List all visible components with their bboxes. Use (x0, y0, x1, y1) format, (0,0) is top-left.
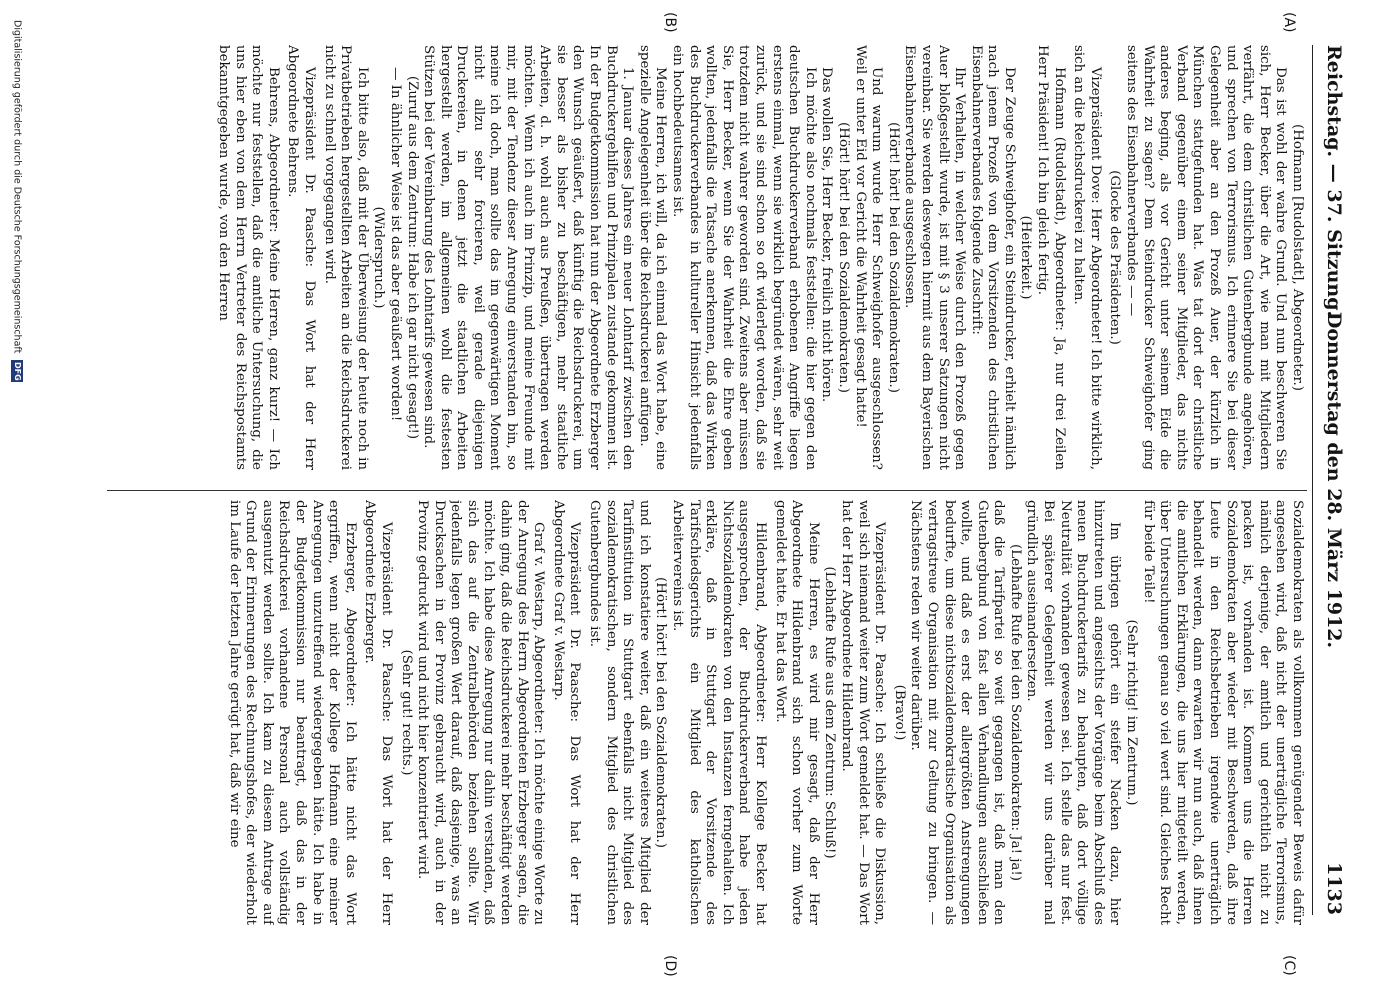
paragraph: Der Zeuge Schweighofer, ein Steindrucker, erhielt nämlich nach jenem Prozeß von dem Vorsitzenden des christlichen Eisenbahnerverbandes folgende Zuschrift: (968, 45, 1017, 470)
right-column (105, 500, 1305, 925)
dfg-logo: DFG (13, 362, 22, 381)
digitization-credit (11, 20, 23, 980)
paragraph: — In ähnlicher Weise ist das aber geäußert worden! (387, 67, 403, 422)
paragraph: Hofmann (Rudolstadt), Abgeordneter: Ja, nur drei Zeilen Herr Präsident! Ich bin gleich fertig. (1035, 45, 1067, 470)
paragraph: Und warum wurde Herr Schweighofer ausgeschlossen? Weil er unter Eid vor Gericht die Wahrheit gesagt hatte! (852, 45, 885, 470)
paragraph: Behrens, Abgeordneter: Meine Herren, ganz kurz! — Ich möchte nur feststellen, daß die amtliche Untersuchung, die uns hier eben von dem Herrn Vertreter des Reichspostamts bekanntgegeben wurde, von den Herren (216, 45, 281, 470)
paragraph: (Lebhafte Rufe aus dem Zentrum: Schluß!) (822, 566, 838, 859)
paragraph: (Hört! hört! bei den Sozialdemokraten.) (653, 577, 669, 848)
paragraph: (Heiterkeit.) (1018, 215, 1034, 300)
paragraph: (Hofmann [Rudolstadt], Abgeordneter.) (1290, 124, 1305, 391)
paragraph: Meine Herren, ich will, da ich einmal das Wort habe, eine spezielle Angelegenheit über die Reichsdruckerei anfügen. (636, 45, 669, 470)
paragraph: Hildenbrand, Abgeordneter: Herr Kollege Becker hat ausgesprochen, der Buchdruckerverband habe jeden Nichtsozialdemokraten von den Instanzen ferngehalten. Ich erkläre, daß in Stuttgart der Vorsitzende des Tarifschiedsgerichts ein Mitglied des katholischen Arbeitervereins ist. (670, 500, 768, 925)
paragraph: Vizepräsident Dr. Paasche: Das Wort hat der Herr Abgeordnete Behrens. (285, 45, 317, 470)
paragraph: Ich bitte also, daß mit der Überweisung der heute noch in Privatbetrieben hergestellten Arbeiten an die Reichsdruckerei nicht zu schnell vorgegangen wird. (321, 45, 370, 470)
paragraph: Erzberger, Abgeordneter: Ich hätte nicht das Wort ergriffen, wenn nicht der Kollege Hofmann eine meiner Anregungen unzutreffend wiedergegeben hätte. Ich habe in der Budgetkommission nur beantragt, daß das in der Reichsdruckerei vorhandene Personal auch vollständig ausgenutzt werden sollte. Ich kam zu diesem Antrage auf Grund der Erinnerungen des Rechnungshofes, der wiederholt im Laufe der letzten Jahre gerügt hat, daß wir eine (226, 500, 358, 925)
page-header (1319, 45, 1345, 915)
paragraph: (Hört! hört! bei den Sozialdemokraten.) (835, 122, 851, 393)
paragraph: Das ist wohl der wahre Grund. Und nun beschweren Sie sich, Herr Becker, über die Art, wie man mit Mitgliedern verfährt, die dem christlichen Gutenbergbunde angehören, und sprechen von Terrorismus. Ich erinnere Sie bei dieser Gelegenheit aber an den Prozeß Auer, der kürzlich in München stattgefunden hat. Was tat dort der christliche Verband gegenüber einem seiner Mitglieder, das nichts anderes beging, als vor Gericht unter seinem Eide die Wahrheit zu sagen? Dem Steindrucker Schweighofer ging seitens des Eisenbahnerverbandes — — (1124, 45, 1289, 470)
paragraph: Ich möchte also nochmals feststellen: die hier gegen den deutschen Buchdruckerverband erhobenen Angriffe liegen erstens einmal, wenn sie wirklich begründet wären, sehr weit zurück, und sie sind schon so oft widerlegt worden, daß sie trotzdem nicht wahrer geworden sind. Zweitens aber müssen Sie, Herr Becker, wenn Sie der Wahrheit die Ehre geben wollten, jedenfalls die Tatsache anerkennen, daß das Wirken des Buchdruckerverbandes in kultureller Hinsicht jedenfalls ein hochbedeutsames ist. (670, 45, 818, 470)
paragraph: (Lebhafte Rufe bei den Sozialdemokraten: Ja! ja!) (1007, 543, 1023, 881)
paragraph: Ihr Verhalten, in welcher Weise durch den Prozeß gegen Auer bloßgestellt wurde, ist mit § 3 unserer Satzungen nicht vereinbar. Sie werden deswegen hiermit aus dem Bayerischen Eisenbahnerverbande ausgeschlossen. (902, 45, 968, 470)
paragraph: 1. Januar dieses Jahres ein neuer Lohntarif zwischen den Buchdruckergehilfen und Prinzipalen zustande gekommen ist. In der Budgetkommission hat nun der Abgeordnete Erzberger den Wunsch geäußert, daß künftig die Reichsdruckerei, um sie besser als bisher zu beschäftigen, mehr staatliche Arbeiten, d. h. wohl auch aus Preußen, übertragen werden möchten. Wenn ich auch im Prinzip, und meine Freunde mit mir, mit der Tendenz dieser Anregung einverstanden bin, so meine ich doch, man sollte das im gegenwärtigen Moment nicht allzu sehr forcieren, weil gerade diejenigen Druckereien, in denen jetzt die staatlichen Arbeiten hergestellt werden, im allgemeinen wohl die festesten Stützen bei der Vereinbarung des Lohntarifs gewesen sind. (421, 45, 636, 470)
paragraph: (Bravo!) (891, 684, 907, 741)
page-number: 1133 (1323, 862, 1345, 915)
paragraph: Vizepräsident Dr. Paasche: Das Wort hat der Herr Abgeordnete Graf v. Westarp. (550, 500, 583, 925)
paragraph: Vizepräsident Dr. Paasche: Ich schließe die Diskussion, weil sich niemand weiter zum Wort gemeldet hat. — Das Wort hat der Herr Abgeordnete Hildenbrand. (838, 500, 888, 925)
paragraph: (Hört! hört! bei den Sozialdemokraten.) (885, 122, 901, 393)
column-divider (107, 490, 1307, 491)
left-column (105, 45, 1305, 470)
paragraph: Graf v. Westarp, Abgeordneter: Ich möchte einige Worte zu der Anregung des Herrn Abgeordneten Erzberger sagen, die dahin ging, daß die Reichsdruckerei mehr beschäftigt werden möchte. Ich habe diese Anregung nur dahin verstanden, daß sich das auf die Zentralbehörden beziehen sollte. Wir jedenfalls legen großen Wert darauf, daß dasjenige, was an Drucksachen in der Provinz gebraucht wird, auch in der Provinz gedruckt wird und nicht hier konzentriert wird. (415, 500, 547, 925)
header-date: Donnerstag den 28. März 1912. (1323, 311, 1345, 649)
paragraph: Vizepräsident Dr. Paasche: Das Wort hat der Herr Abgeordnete Erzberger. (362, 500, 394, 925)
margin-mark-a: (A) (1281, 12, 1297, 33)
margin-mark-b: (B) (662, 12, 678, 33)
paragraph: und ich konstatiere weiter, daß ein weiteres Mitglied der Tarifinstitution in Stuttgart ebenfalls nicht Mitglied des sozialdemokratischen, sondern Mitglied des christlichen Gutenbergbundes ist. (587, 500, 652, 925)
margin-mark-d: (D) (662, 955, 678, 977)
paragraph: (Sehr gut! rechts.) (398, 649, 414, 776)
paragraph: (Zuruf aus dem Zentrum: Habe ich gar nicht gesagt!) (404, 75, 420, 440)
credit-text: Digitalisierung gefördert durch die Deutsche Forschungsgemeinschaft (11, 20, 23, 354)
paragraph: Meine Herren, es wird mir gesagt, daß der Herr Abgeordnete Hildenbrand sich schon vorher zum Worte gemeldet hatte. Er hat das Wort. (772, 500, 821, 925)
paragraph: daß die Tarifpartei so weit gegangen ist, daß man den Gutenbergbund von fast allen Verhandlungen ausschließen wollte, und daß es erst der allergrößten Anstrengungen bedurfte, um diese nichtsozialdemokratische Organisation als vertragstreue Organisation mit zur Geltung zu bringen. — Nächstens reden wir weiter darüber. (908, 500, 1007, 925)
header-rule (1312, 45, 1313, 915)
header-left: Reichstag. — 37. Sitzung. (1323, 45, 1345, 318)
margin-mark-c: (C) (1281, 955, 1297, 976)
paragraph: Sozialdemokraten als vollkommen genügender Beweis dafür angesehen wird, daß nicht der unerträgliche Terrorismus, nämlich derjenige, der amtlich und gerichtlich nicht zu packen ist, vorhanden ist. Kommen uns die Herren Sozialdemokraten aber wieder mit Beschwerden, daß ihre Leute in den Reichsbetrieben irgendwie unerträglich behandelt werden, dann erwarten wir nun auch, daß ihnen die amtlichen Erklärungen, die uns hier mitgeteilt werden, über Untersuchungen genau so viel wert sind. Gleiches Recht für beide Teile! (1140, 500, 1305, 925)
paragraph: Das wollen Sie, Herr Becker, freilich nicht hören. (819, 67, 835, 403)
paragraph: Im übrigen gehört ein steifer Nacken dazu, hier hinzutreten und angesichts der Vorgänge beim Abschluß des neuen Buchdruckertarifs zu behaupten, daß dort völlige Neutralität vorhanden gewesen sei. Ich stelle das nur fest. Bei späterer Gelegenheit werden wir uns darüber mal gründlich auseinandersetzen. (1024, 500, 1123, 925)
paragraph: Vizepräsident Dove: Herr Abgeordneter! Ich bitte wirklich, sich an die Reichsdruckerei zu halten. (1071, 45, 1103, 470)
paragraph: (Glocke des Präsidenten.) (1107, 170, 1123, 345)
paragraph: (Sehr richtig! im Zentrum.) (1124, 619, 1140, 806)
paragraph: (Widerspruch.) (371, 206, 387, 309)
